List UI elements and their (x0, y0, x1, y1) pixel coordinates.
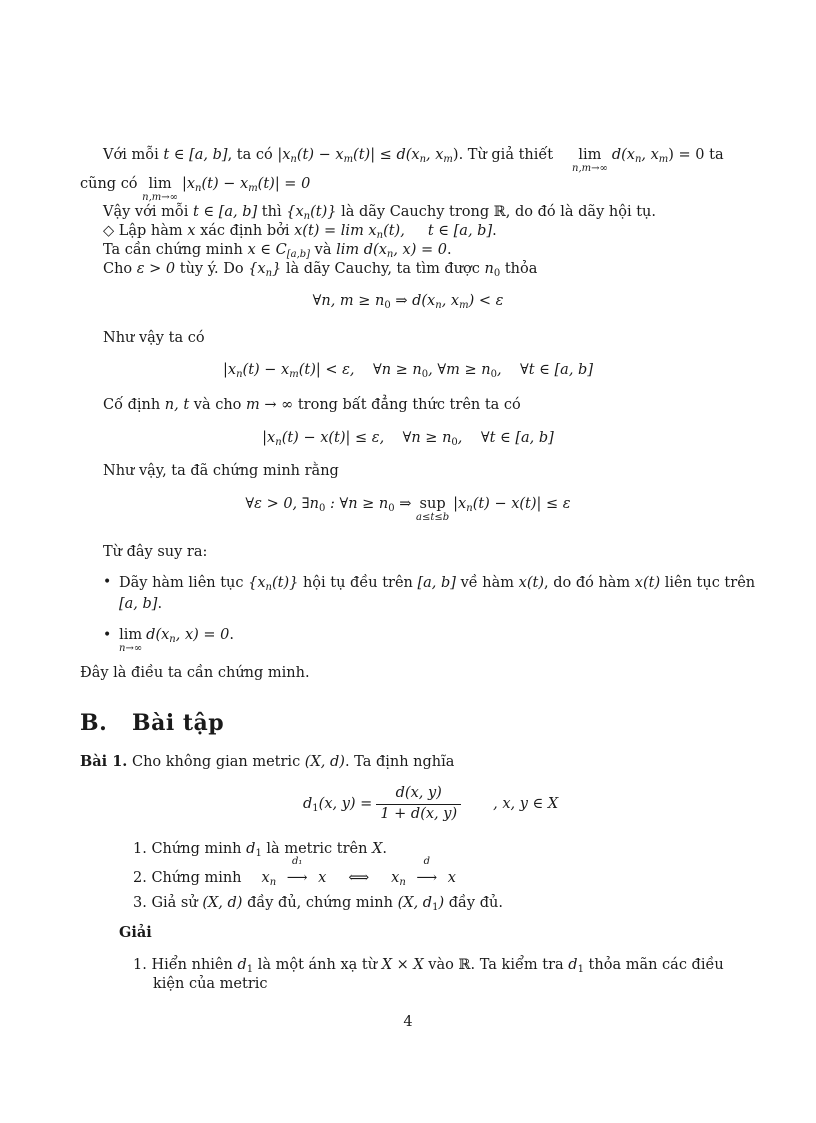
list-item-continuation: kiện của metric (153, 976, 268, 992)
text-line: Đây là điều ta cần chứng minh. (80, 665, 310, 681)
list-item: 1. Hiển nhiên $d_1$ là một ánh xạ từ X × X vào ℝ. Ta kiểm tra $d_1$ thỏa mãn các điều (133, 957, 724, 975)
text-line: ◇ Lập hàm x xác định bởi $x(t) = \lim x_n(t)$, t ∈ [a, b]. (103, 223, 497, 241)
section-heading: B. Bài tập (80, 710, 225, 736)
solution-heading: Giải (119, 924, 152, 941)
bullet-marker: • (103, 574, 112, 590)
bullet-text: lim n→∞ $d(x_n$, x) = 0. (119, 627, 234, 654)
bullet-text: [a, b]. (119, 596, 163, 612)
display-equation: $|x_n(t) - x_m(t)| < \varepsilon$, ∀n ≥ $n_0$, ∀m ≥ $n_0$, ∀t ∈ [a, b] (223, 362, 593, 380)
bullet-marker: • (103, 627, 112, 643)
text-line: Với mỗi t ∈ [a, b], ta có $|x_n(t) - x_m(t)| \le d(x_n$, $x_m$). Từ giả thiết (103, 147, 554, 165)
display-equation: ∀ε > 0, $\exists n_0$ : ∀n ≥ $n_0$ ⇒ sup a≤t≤b $|x_n(t) - x(t)| \le \varepsilon$ (245, 496, 571, 523)
list-item: 3. Giả sử (X, d) đầy đủ, chứng minh (X, $d_1$) đầy đủ. (133, 895, 503, 913)
text-line: Như vậy ta có (103, 330, 205, 346)
list-item: 2. Chứng minh $x_n$ d₁ ⟶ x ⟺ $x_n$ d ⟶ x (133, 856, 456, 888)
display-equation: $|x_n(t) - x(t)| \le \varepsilon$, ∀n ≥ $n_0$, ∀t ∈ [a, b] (262, 430, 554, 448)
exercise-statement: Bài 1. Cho không gian metric (X, d). Ta định nghĩa (80, 753, 455, 770)
text-line: Như vậy, ta đã chứng minh rằng (103, 463, 339, 479)
display-equation: ∀n, $m \ge n_0$ ⇒ $d(x_n$, $x_m) < \varepsilon$ (312, 293, 504, 311)
list-item: 1. Chứng minh $d_1$ là metric trên X. (133, 841, 387, 859)
page-number: 4 (403, 1014, 413, 1030)
display-equation: $d_1(x$, y) = $\frac{d(x, y)}{1 + d(x, y)}$ , x, y ∈ X (303, 785, 559, 822)
text-line: Từ đây suy ra: (103, 544, 208, 560)
text-line: Ta cần chứng minh x ∈ $C_{[a,b]}$ và $\lim d(x_n$, x) = 0. (103, 242, 452, 260)
text-line: Cho ε > 0 tùy ý. Do $\{x_n\}$ là dãy Cauchy, ta tìm được $n_0$ thỏa (103, 261, 538, 279)
text-line: cũng có lim n,m→∞ $|x_n(t) - x_m(t)| = 0$ (80, 176, 311, 203)
limit-expression: lim n,m→∞ $d(x_n$, $x_m) = 0$ ta (572, 147, 724, 174)
bullet-text: Dãy hàm liên tục $\{x_n(t)\}$ hội tụ đều trên [a, b] về hàm x(t), do đó hàm x(t) liên tục trên (119, 575, 756, 593)
text-line: Cố định n, t và cho m → ∞ trong bất đẳng thức trên ta có (103, 397, 521, 413)
text-line: Vậy với mỗi t ∈ [a, b] thì $\{x_n(t)\}$ là dãy Cauchy trong ℝ, do đó là dãy hội tụ. (103, 204, 656, 222)
